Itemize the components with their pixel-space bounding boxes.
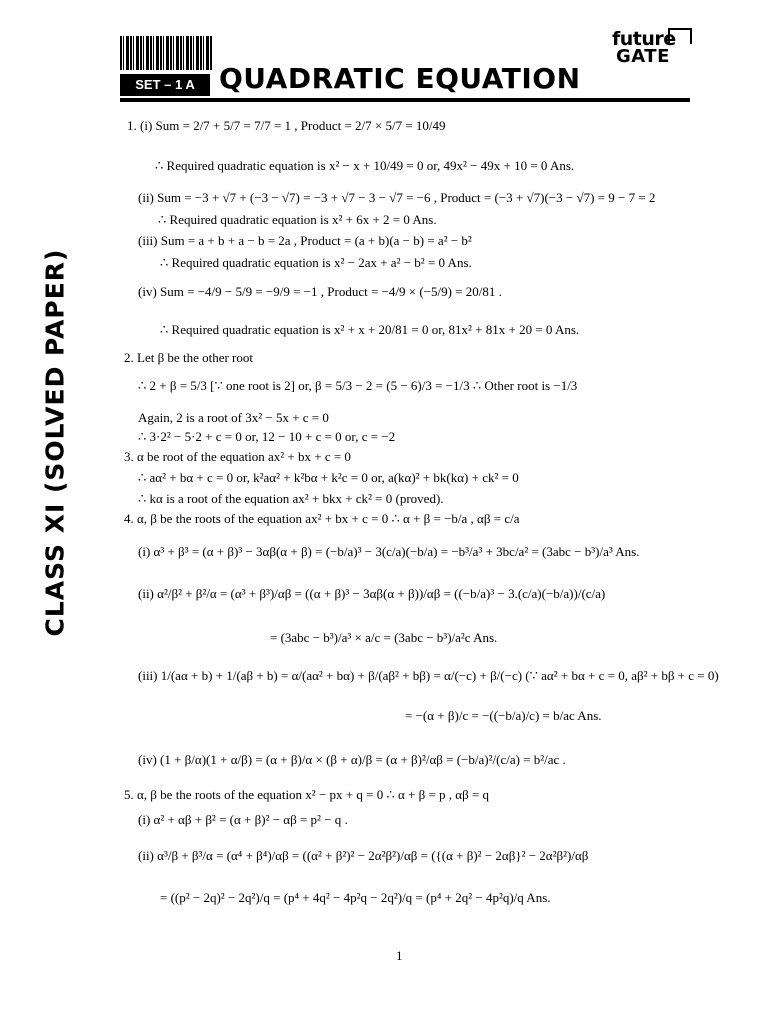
solution-line: (iii) Sum = a + b + a − b = 2a , Product = (a + b)(a − b) = a² − b² [138,233,472,248]
solution-line: 2. Let β be the other root [124,350,253,365]
solution-line: ∴ aα² + bα + c = 0 or, k²aα² + k²bα + k²c = 0 or, a(kα)² + bk(kα) + ck² = 0 [138,470,519,485]
solution-line: ∴ Required quadratic equation is x² + 6x + 2 = 0 Ans. [158,212,437,227]
solution-line: (iv) (1 + β/α)(1 + α/β) = (α + β)/α × (β + α)/β = (α + β)²/αβ = (−b/a)²/(c/a) = b²/ac . [138,752,566,767]
logo-text-top: future [612,28,676,50]
set-label: SET – 1 A [120,74,210,96]
solution-line: 1. (i) Sum = 2/7 + 5/7 = 7/7 = 1 , Product = 2/7 × 5/7 = 10/49 [127,118,446,133]
solution-line: 4. α, β be the roots of the equation ax² + bx + c = 0 ∴ α + β = −b/a , αβ = c/a [124,511,520,526]
solution-line: = −(α + β)/c = −((−b/a)/c) = b/ac Ans. [405,708,602,723]
solution-line: Again, 2 is a root of 3x² − 5x + c = 0 [138,410,329,425]
solution-line: (ii) Sum = −3 + √7 + (−3 − √7) = −3 + √7 − 3 − √7 = −6 , Product = (−3 + √7)(−3 − √7) = 9 − 7 = 2 [138,190,656,205]
solution-line: ∴ Required quadratic equation is x² − x + 10/49 = 0 or, 49x² − 49x + 10 = 0 Ans. [155,158,575,173]
future-gate-logo [612,30,692,66]
side-vertical-title: CLASS XI (SOLVED PAPER) [40,248,70,637]
title-underline [120,98,690,102]
solution-line: 3. α be root of the equation ax² + bx + c = 0 [124,449,351,464]
solution-line: (iv) Sum = −4/9 − 5/9 = −9/9 = −1 , Product = −4/9 × (−5/9) = 20/81 . [138,284,502,299]
page-number: 1 [396,948,403,963]
solution-line: ∴ kα is a root of the equation ax² + bkx + ck² = 0 (proved). [138,491,444,506]
solution-line: ∴ Required quadratic equation is x² + x + 20/81 = 0 or, 81x² + 81x + 20 = 0 Ans. [160,322,580,337]
solution-line: 5. α, β be the roots of the equation x² − px + q = 0 ∴ α + β = p , αβ = q [124,787,490,802]
solution-line: (iii) 1/(aα + b) + 1/(aβ + b) = α/(aα² + bα) + β/(aβ² + bβ) = α/(−c) + β/(−c) (∵ aα² + bα + c = 0, aβ² + bβ + c = 0) [138,668,719,683]
solution-line: (i) α² + αβ + β² = (α + β)² − αβ = p² − q . [138,812,348,827]
solution-line: (ii) α²/β² + β²/α = (α³ + β³)/αβ = ((α + β)³ − 3αβ(α + β))/αβ = ((−b/a)³ − 3.(c/a)(−b/a))/(c/a) [138,586,606,601]
solution-line: (ii) α³/β + β³/α = (α⁴ + β⁴)/αβ = ((α² + β²)² − 2α²β²)/αβ = ({(α + β)² − 2αβ}² − 2α²β²)/αβ [138,848,589,863]
barcode [120,36,212,70]
solution-line: = (3abc − b³)/a³ × a/c = (3abc − b³)/a²c Ans. [270,630,498,645]
solution-line: (i) α³ + β³ = (α + β)³ − 3αβ(α + β) = (−b/a)³ − 3(c/a)(−b/a) = −b³/a³ + 3bc/a² = (3abc − b³)/a³ Ans. [138,544,640,559]
page-title: QUADRATIC EQUATION [219,62,581,95]
logo-text-bottom: GATE [616,46,670,67]
solution-line: = ((p² − 2q)² − 2q²)/q = (p⁴ + 4q² − 4p²q − 2q²)/q = (p⁴ + 2q² − 4p²q)/q Ans. [160,890,551,905]
solution-line: ∴ 3·2² − 5·2 + c = 0 or, 12 − 10 + c = 0 or, c = −2 [138,429,396,444]
solution-line: ∴ Required quadratic equation is x² − 2ax + a² − b² = 0 Ans. [160,255,472,270]
solution-line: ∴ 2 + β = 5/3 [∵ one root is 2] or, β = 5/3 − 2 = (5 − 6)/3 = −1/3 ∴ Other root is −1/3 [138,378,578,393]
